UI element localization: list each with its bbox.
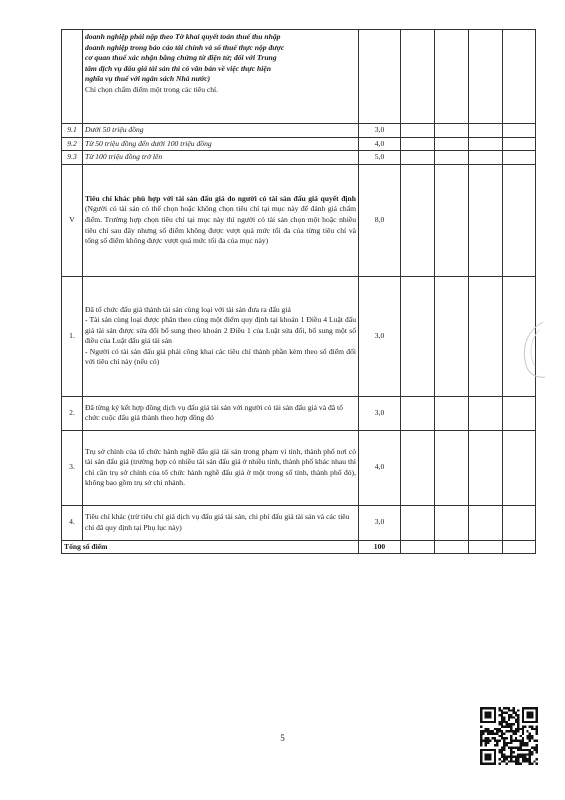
content-cell xyxy=(83,164,359,276)
blank-cell xyxy=(469,164,503,276)
content-line: Chỉ chọn chấm điểm một trong các tiêu chí. xyxy=(85,84,219,94)
blank-cell xyxy=(469,30,503,124)
blank-cell xyxy=(401,30,435,124)
score-cell: 3,0 xyxy=(359,505,401,540)
content-line: - Người có tài sản đấu giá phải công khai các tiêu chí thành phần kèm theo số điểm đối với tiêu chí này (nếu có) xyxy=(85,346,356,367)
content-line: cơ quan thuế xác nhận bằng chứng từ điện tử; đối với Trung xyxy=(85,53,277,63)
table-row xyxy=(62,430,536,505)
total-row xyxy=(62,540,536,554)
blank-cell xyxy=(401,124,435,138)
blank-cell xyxy=(435,276,469,396)
blank-cell xyxy=(503,540,536,554)
blank-cell xyxy=(435,151,469,165)
blank-cell xyxy=(401,430,435,505)
blank-cell xyxy=(435,540,469,554)
blank-cell xyxy=(435,137,469,151)
total-score: 100 xyxy=(359,540,401,554)
stt-cell: 4. xyxy=(62,505,83,540)
blank-cell xyxy=(503,505,536,540)
content-cell: Đã từng ký kết hợp đồng dịch vụ đấu giá tài sản với người có tài sản đấu giá và đã tổ chức cuộc đấu giá thành theo hợp đồng đó xyxy=(83,396,359,430)
content-cell xyxy=(83,30,359,124)
stt-cell: 9.2 xyxy=(62,137,83,151)
score-cell: 8,0 xyxy=(359,164,401,276)
content-cell: Tiêu chí khác (trừ tiêu chí giá dịch vụ đấu giá tài sản, chi phí đấu giá tài sản và các tiêu chí đã quy định tại Phụ lục này) xyxy=(83,505,359,540)
blank-cell xyxy=(435,30,469,124)
stamp-mark xyxy=(517,320,547,380)
stt-cell: 2. xyxy=(62,396,83,430)
blank-cell xyxy=(401,137,435,151)
page-number: 5 xyxy=(280,733,285,743)
criteria-table xyxy=(61,29,536,554)
blank-cell xyxy=(401,540,435,554)
score-cell: 3,0 xyxy=(359,124,401,138)
blank-cell xyxy=(435,124,469,138)
blank-cell xyxy=(503,151,536,165)
stt-cell: V xyxy=(62,164,83,276)
blank-cell xyxy=(469,151,503,165)
table-row xyxy=(62,396,536,430)
blank-cell xyxy=(503,164,536,276)
blank-cell xyxy=(503,396,536,430)
content-line: Đã tổ chức đấu giá thành tài sản cùng loại với tài sản đưa ra đấu giá xyxy=(85,304,291,314)
stt-cell: 3. xyxy=(62,430,83,505)
content-line: - Tài sản cùng loại được phân theo cùng một điểm quy định tại khoản 1 Điều 4 Luật đấu giá tài sản được sửa đổi bổ sung theo khoản 2 Điều 1 của Luật sửa đổi, bổ sung một số điều của Luật đấu giá tài sản xyxy=(85,315,356,346)
blank-cell xyxy=(435,505,469,540)
stt-cell: 1. xyxy=(62,276,83,396)
blank-cell xyxy=(469,137,503,151)
content-cell: Dưới 50 triệu đồng xyxy=(83,124,359,138)
content-cell: Trụ sở chính của tổ chức hành nghề đấu giá tài sản trong phạm vi tỉnh, thành phố nơi có tài sản đấu giá (trường hợp có nhiều tài sản đấu giá ở nhiều tỉnh, thành phố khác nhau thì chỉ cần trụ sở chính của tổ chức hành nghề đấu giá ở một trong số tỉnh, thành phố đó), không bao gồm trụ sở chi nhánh. xyxy=(83,430,359,505)
table-row xyxy=(62,151,536,165)
score-cell: 3,0 xyxy=(359,276,401,396)
content-line: doanh nghiệp trong báo cáo tài chính và số thuế thực nộp được xyxy=(85,42,285,52)
qr-code-icon xyxy=(480,707,538,765)
blank-cell xyxy=(435,164,469,276)
table-row xyxy=(62,124,536,138)
blank-cell xyxy=(469,540,503,554)
score-cell: 4,0 xyxy=(359,137,401,151)
section-note: (Người có tài sản có thể chọn hoặc không chọn tiêu chí tại mục này để đánh giá chấm điểm. Trường hợp chọn tiêu chí tại mục này thì người có tài sản chọn một hoặc nhiều tiêu chí sau đây nhưng số điểm không được vượt quá mức tối đa của từng tiêu chí và tổng số điểm không được vượt quá mức tối đa của mục này) xyxy=(85,204,356,246)
score-cell: 3,0 xyxy=(359,396,401,430)
blank-cell xyxy=(469,505,503,540)
content-cell: Từ 100 triệu đồng trở lên xyxy=(83,151,359,165)
stt-cell: 9.1 xyxy=(62,124,83,138)
section-title: Tiêu chí khác phù hợp với tài sản đấu giá do người có tài sản đấu giá quyết định xyxy=(85,193,356,203)
table-row xyxy=(62,30,536,124)
blank-cell xyxy=(503,124,536,138)
blank-cell xyxy=(401,396,435,430)
total-label: Tổng số điểm xyxy=(62,540,359,554)
stt-cell: 9.3 xyxy=(62,151,83,165)
table-row xyxy=(62,276,536,396)
blank-cell xyxy=(401,276,435,396)
score-cell xyxy=(359,30,401,124)
blank-cell xyxy=(401,151,435,165)
stt-cell xyxy=(62,30,83,124)
table-row xyxy=(62,164,536,276)
score-cell: 5,0 xyxy=(359,151,401,165)
blank-cell xyxy=(503,137,536,151)
blank-cell xyxy=(435,430,469,505)
score-cell: 4,0 xyxy=(359,430,401,505)
content-line: doanh nghiệp phải nộp theo Tờ khai quyết toán thuế thu nhập xyxy=(85,32,281,41)
content-line: tâm dịch vụ đấu giá tài sản thì có văn bản về việc thực hiện xyxy=(85,63,271,73)
blank-cell xyxy=(435,396,469,430)
blank-cell xyxy=(401,164,435,276)
blank-cell xyxy=(469,396,503,430)
blank-cell xyxy=(503,30,536,124)
content-cell xyxy=(83,276,359,396)
blank-cell xyxy=(503,430,536,505)
content-line: nghĩa vụ thuế với ngân sách Nhà nước) xyxy=(85,74,211,84)
blank-cell xyxy=(401,505,435,540)
blank-cell xyxy=(469,276,503,396)
blank-cell xyxy=(469,430,503,505)
blank-cell xyxy=(469,124,503,138)
table-row xyxy=(62,505,536,540)
table-row xyxy=(62,137,536,151)
content-cell: Từ 50 triệu đồng đến dưới 100 triệu đồng xyxy=(83,137,359,151)
